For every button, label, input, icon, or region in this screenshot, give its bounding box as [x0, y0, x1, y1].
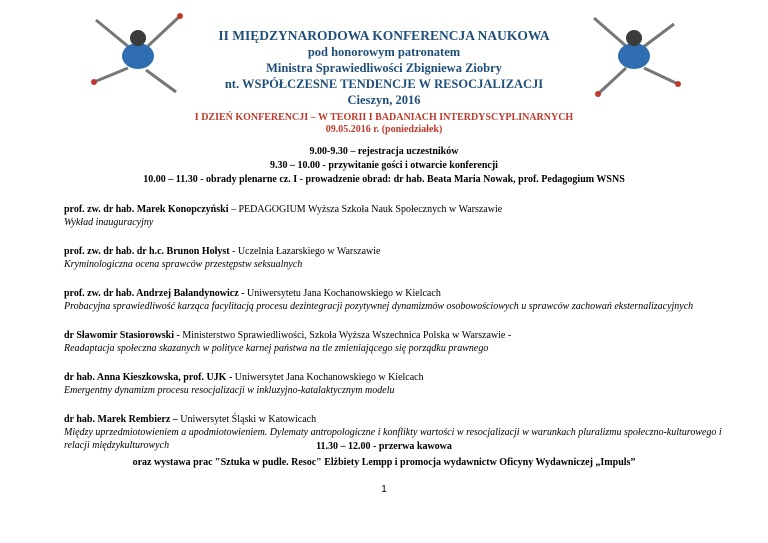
speaker-name: prof. zw. dr hab. Andrzej Bałandynowicz - — [64, 288, 245, 299]
conference-header — [0, 28, 768, 108]
lecture-title: Emergentny dynamizm procesu resocjalizacji w inkluzyjno-katalaktycznym modelu — [64, 385, 395, 396]
speaker-affiliation: Uniwersytet Jana Kochanowskiego w Kielcach — [232, 372, 424, 383]
speaker-affiliation: Uniwersytet Śląski w Katowicach — [177, 414, 317, 425]
speaker-affiliation: Ministerstwo Sprawiedliwości, Szkoła Wyższa Wszechnica Polska w Warszawie - — [179, 330, 512, 341]
speaker-name: dr Sławomir Stasiorowski - — [64, 330, 180, 341]
day-date: 09.05.2016 r. (poniedziałek) — [325, 124, 443, 135]
session-entry — [64, 287, 724, 313]
speaker-affiliation: Uniwersytetu Jana Kochanowskiego w Kielcach — [244, 288, 441, 299]
day-title: I DZIEŃ KONFERENCJI – W TEORII I BADANIACH INTERDYSCYPLINARNYCH — [194, 112, 574, 123]
lecture-title: Readaptacja społeczna skazanych w polityce karnej państwa na tle zmieniającego się porządku prawnego — [64, 343, 489, 354]
session-entry — [64, 203, 724, 229]
patron-name: Ministra Sprawiedliwości Zbigniewa Ziobry — [266, 61, 502, 75]
session-entry — [64, 371, 724, 397]
lecture-title: Wykład inauguracyjny — [64, 217, 154, 228]
conference-topic: nt. WSPÓŁCZESNE TENDENCJE W RESOCJALIZACJI — [224, 77, 544, 91]
coffee-break: 11.30 – 12.00 - przerwa kawowa — [316, 441, 452, 452]
lecture-title: Kryminologiczna ocena sprawców przestępstw seksualnych — [64, 259, 303, 270]
lecture-title: Probacyjna sprawiedliwość karząca facylitacją procesu dezintegracji pozytywnej dynamizmów osobowościowych u sprawców zachowań eksternalizacyjnych — [64, 301, 694, 312]
exhibition-note: oraz wystawa prac "Sztuka w pudle. Resoc" Elżbiety Lempp i promocja wydawnictw Oficyny Wydawniczej „Impuls” — [132, 457, 636, 468]
schedule-item: 10.00 – 11.30 - obrady plenarne cz. I - prowadzenie obrad: dr hab. Beata Maria Nowak, prof. Pedagogium WSNS — [143, 174, 625, 185]
session-entry — [64, 245, 724, 271]
speaker-affiliation: - Uczelnia Łazarskiego w Warszawie — [229, 246, 381, 257]
schedule-item: 9.00-9.30 – rejestracja uczestników — [309, 146, 459, 157]
session-entry — [64, 329, 724, 355]
patronage-line: pod honorowym patronatem — [307, 45, 461, 59]
conference-title: II MIĘDZYNARODOWA KONFERENCJA NAUKOWA — [218, 28, 550, 43]
speaker-affiliation: – PEDAGOGIUM Wyższa Szkoła Nauk Społecznych w Warszawie — [228, 204, 503, 215]
location-year: Cieszyn, 2016 — [347, 93, 421, 107]
session-list — [64, 203, 724, 452]
speaker-name: prof. zw. dr hab. Marek Konopczyński — [64, 204, 229, 215]
speaker-name: prof. zw. dr hab. dr h.c. Brunon Hołyst — [64, 246, 230, 257]
page-number: 1 — [381, 484, 387, 495]
lecture-title: Między uprzedmiotowieniem a upodmiotowieniem. Dylematy antropologiczne i konflikty wartości w resocjalizacji w warunkach pluralizmu społeczno-kulturowego i relacji międzykulturowych — [64, 427, 722, 451]
speaker-name: dr hab. Marek Rembierz – — [64, 414, 178, 425]
schedule-item: 9.30 – 10.00 - przywitanie gości i otwarcie konferencji — [270, 160, 498, 171]
speaker-name: dr hab. Anna Kieszkowska, prof. UJK - — [64, 372, 233, 383]
